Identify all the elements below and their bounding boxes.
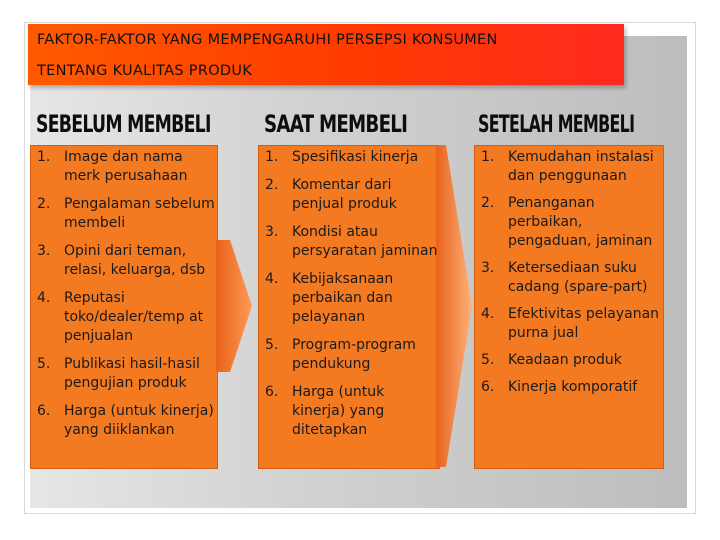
item-text: Keadaan produk <box>508 352 622 368</box>
heading-sebelum-membeli: SEBELUM MEMBELI <box>36 110 211 138</box>
item-text: Pengalaman sebelum membeli <box>64 196 215 231</box>
item-text: Harga (untuk kinerja) yang diiklankan <box>64 403 214 438</box>
item-text: Penanganan perbaikan, pengaduan, jaminan <box>508 195 653 249</box>
list-item <box>37 355 215 393</box>
item-number: 3. <box>481 260 495 276</box>
list-item <box>481 194 661 251</box>
title-line-2: TENTANG KUALITAS PRODUK <box>37 63 253 79</box>
heading-saat-membeli: SAAT MEMBELI <box>264 110 408 138</box>
flow-arrow-1 <box>216 145 258 467</box>
item-number: 1. <box>37 149 51 165</box>
flow-arrow-2 <box>436 145 478 467</box>
item-text: Spesifikasi kinerja <box>292 149 419 165</box>
item-number: 6. <box>481 379 495 395</box>
item-number: 1. <box>481 149 495 165</box>
list-item <box>265 176 441 214</box>
item-text: Opini dari teman, relasi, keluarga, dsb <box>64 243 206 278</box>
item-text: Komentar dari penjual produk <box>292 177 397 212</box>
list-item <box>481 305 661 343</box>
item-text: Kondisi atau persyaratan jaminan <box>292 224 438 259</box>
item-number: 2. <box>265 177 279 193</box>
item-number: 5. <box>481 352 495 368</box>
list-item <box>265 270 441 327</box>
list-item <box>265 223 441 261</box>
item-text: Reputasi toko/dealer/temp at penjualan <box>64 290 204 344</box>
item-number: 4. <box>481 306 495 322</box>
item-text: Ketersediaan suku cadang (spare-part) <box>508 260 648 295</box>
title-banner <box>28 24 624 85</box>
item-number: 4. <box>265 271 279 287</box>
item-text: Kebijaksanaan perbaikan dan pelayanan <box>292 271 394 325</box>
list-item <box>37 402 215 440</box>
list-item <box>481 259 661 297</box>
list-saat-membeli <box>265 148 441 449</box>
list-setelah-membeli <box>481 148 661 405</box>
list-item <box>481 378 661 397</box>
item-text: Program-program pendukung <box>292 337 416 372</box>
list-item <box>37 148 215 186</box>
item-number: 1. <box>265 149 279 165</box>
title-line-1: FAKTOR-FAKTOR YANG MEMPENGARUHI PERSEPSI KONSUMEN <box>37 32 498 48</box>
item-text: Harga (untuk kinerja) yang ditetapkan <box>292 384 385 438</box>
list-item <box>265 383 441 440</box>
item-text: Kemudahan instalasi dan penggunaan <box>508 149 654 184</box>
item-text: Image dan nama merk perusahaan <box>64 149 188 184</box>
item-number: 6. <box>265 384 279 400</box>
list-item <box>37 289 215 346</box>
list-item <box>37 242 215 280</box>
item-number: 2. <box>481 195 495 211</box>
item-number: 3. <box>37 243 51 259</box>
item-number: 5. <box>265 337 279 353</box>
heading-setelah-membeli: SETELAH MEMBELI <box>478 110 635 138</box>
item-number: 2. <box>37 196 51 212</box>
item-text: Publikasi hasil-hasil pengujian produk <box>64 356 200 391</box>
item-number: 6. <box>37 403 51 419</box>
item-text: Kinerja komporatif <box>508 379 638 395</box>
list-item <box>37 195 215 233</box>
list-sebelum-membeli <box>37 148 215 449</box>
list-item <box>265 148 441 167</box>
item-number: 3. <box>265 224 279 240</box>
item-number: 4. <box>37 290 51 306</box>
list-item <box>481 148 661 186</box>
list-item <box>265 336 441 374</box>
item-number: 5. <box>37 356 51 372</box>
item-text: Efektivitas pelayanan purna jual <box>508 306 660 341</box>
list-item <box>481 351 661 370</box>
